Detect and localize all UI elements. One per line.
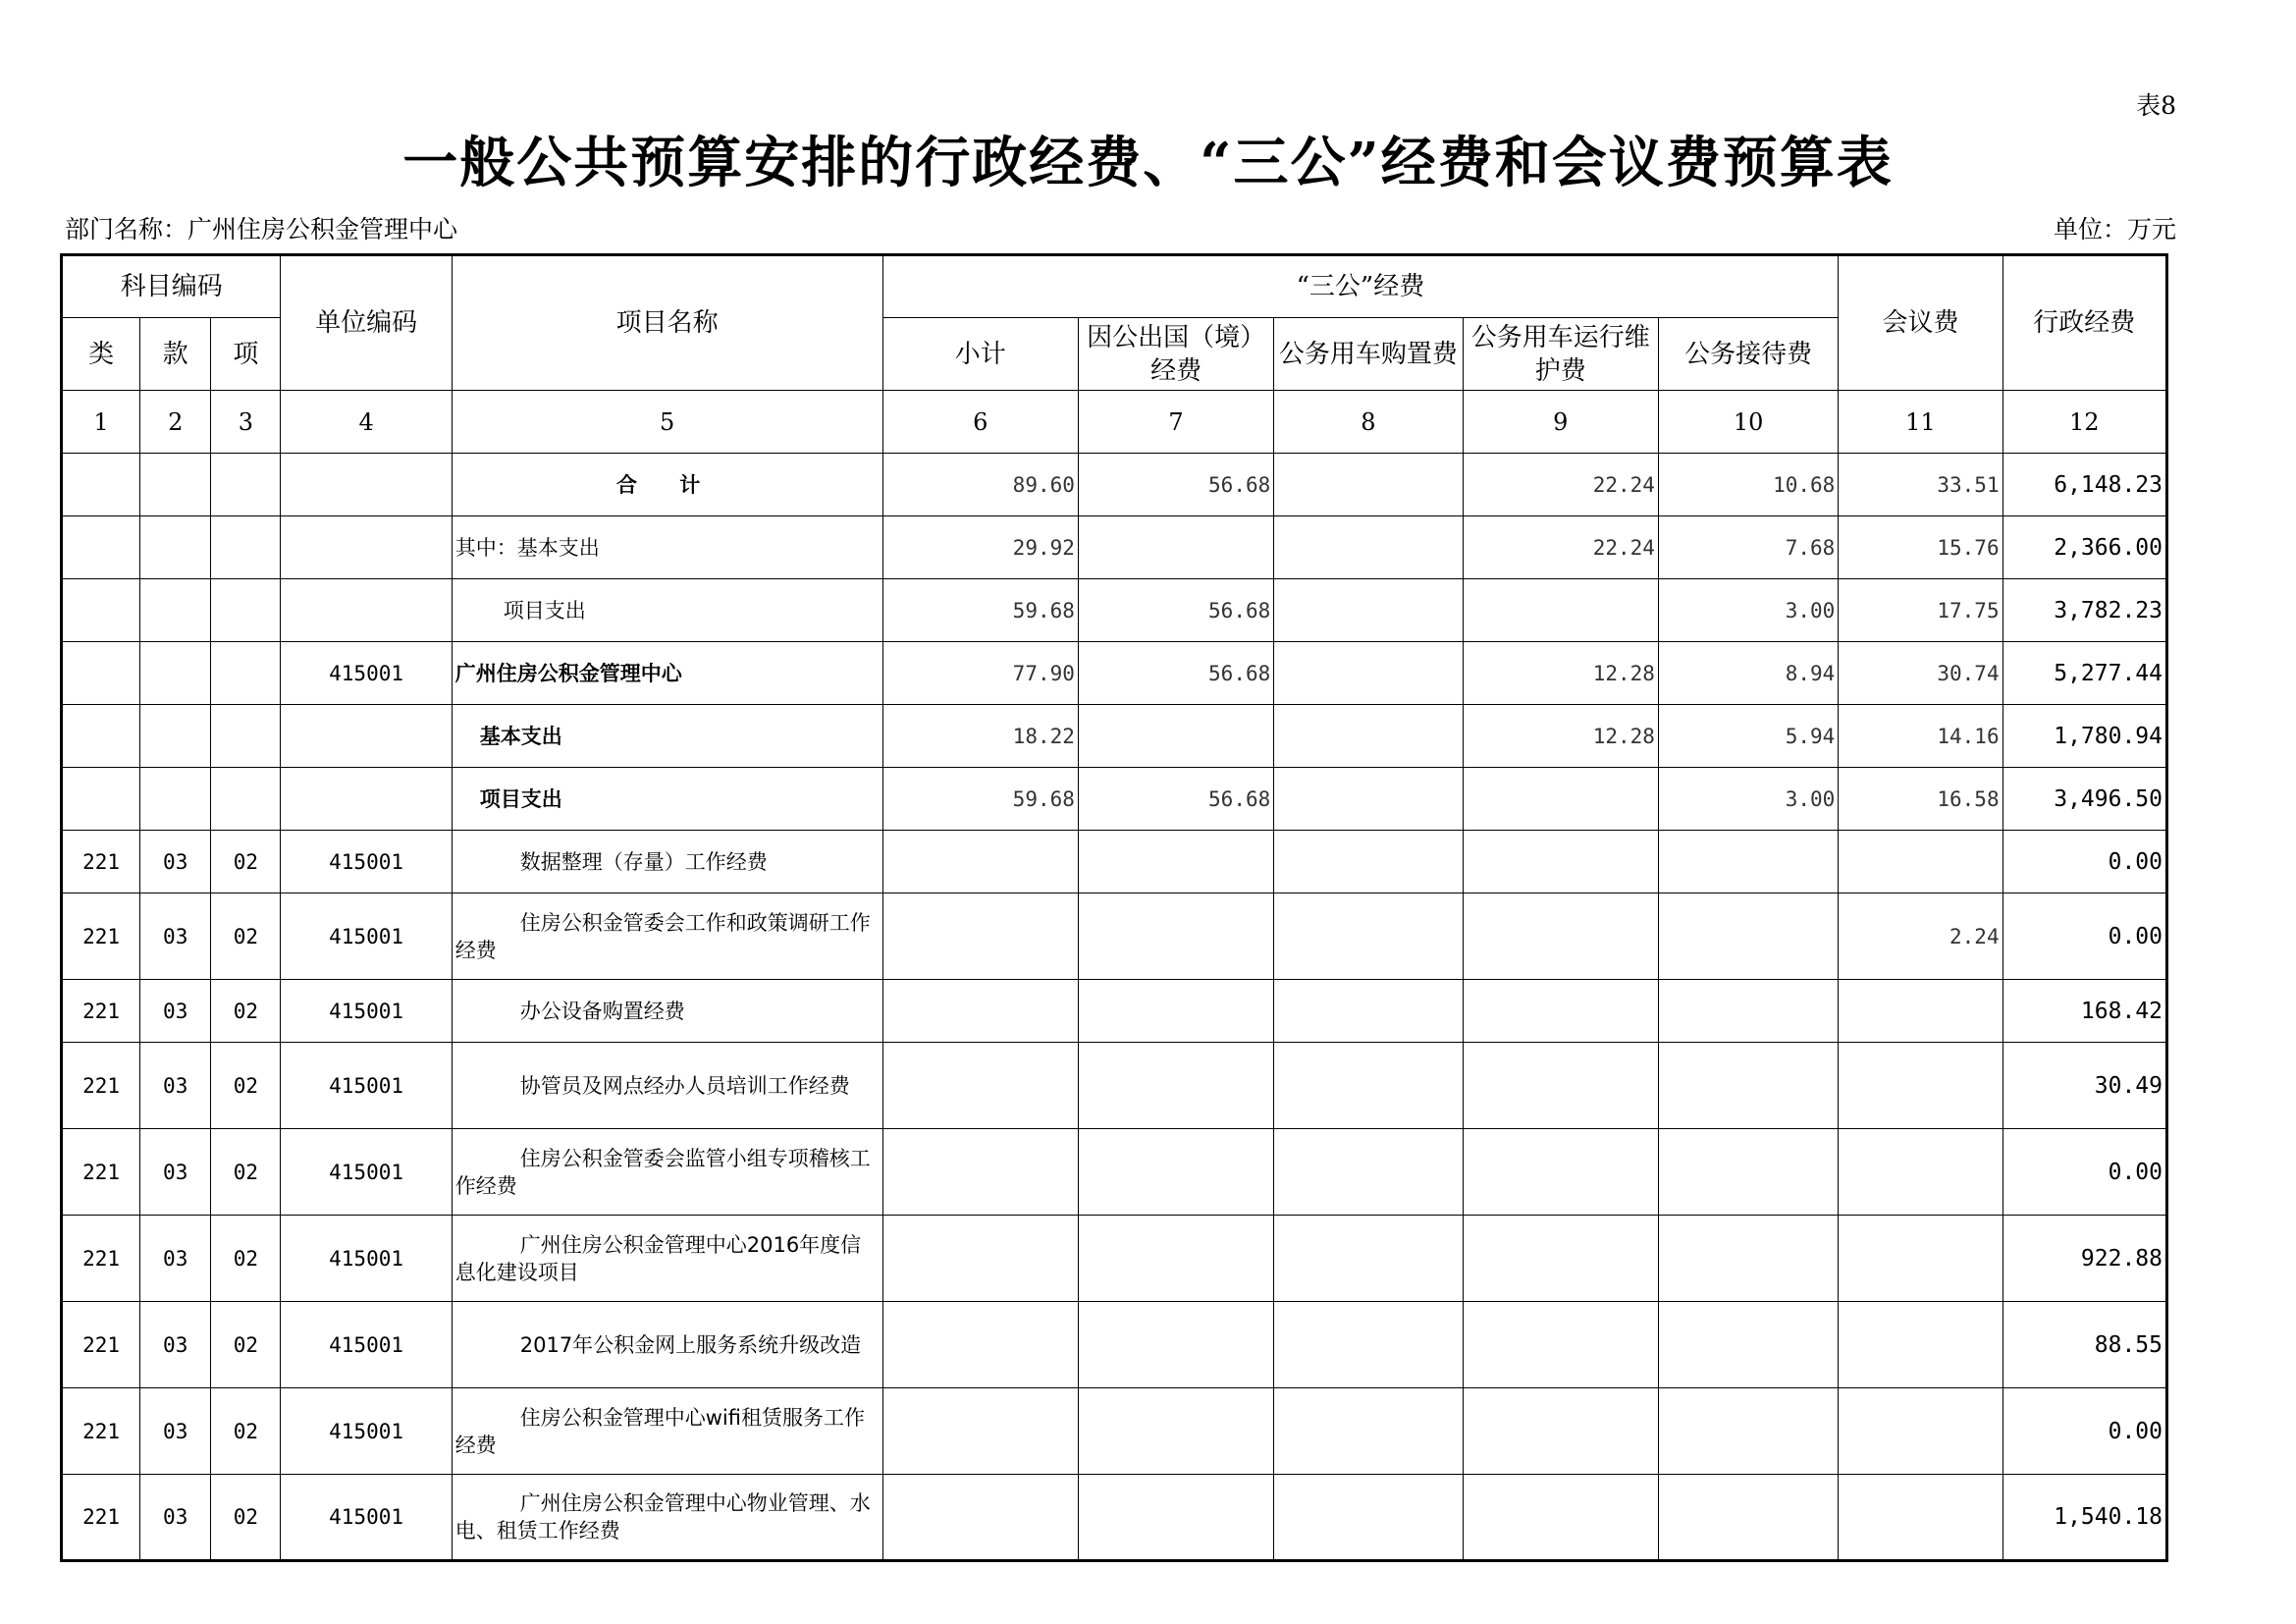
car-buy-cell (1274, 1129, 1463, 1216)
item-name-text: 广州住房公积金管理中心物业管理、水电、租赁工作经费 (454, 1491, 871, 1543)
admin-cell: 6,148.23 (2002, 454, 2166, 516)
kuan-cell: 03 (140, 893, 211, 980)
reception-cell: 3.00 (1658, 579, 1838, 642)
table-row (62, 579, 2167, 642)
item-name-cell: 项目支出 (452, 768, 882, 831)
car-buy-cell (1274, 642, 1463, 705)
xiang-cell (211, 768, 281, 831)
car-run-cell: 12.28 (1463, 642, 1658, 705)
item-name-text: 广州住房公积金管理中心2016年度信息化建设项目 (454, 1232, 862, 1284)
lei-cell: 221 (62, 1475, 140, 1561)
kuan-cell: 03 (140, 1475, 211, 1561)
header-admin: 行政经费 (2002, 255, 2166, 391)
meeting-cell (1839, 1302, 2002, 1388)
header-kuan: 款 (140, 318, 211, 391)
unit-code-cell: 415001 (281, 1043, 452, 1129)
xiang-cell (211, 642, 281, 705)
item-name-text: 数据整理（存量）工作经费 (519, 849, 768, 874)
xiang-cell: 02 (211, 1129, 281, 1216)
abroad-cell (1078, 1302, 1273, 1388)
xiang-cell: 02 (211, 980, 281, 1043)
subtotal-cell: 29.92 (882, 516, 1078, 579)
admin-cell: 0.00 (2002, 1129, 2166, 1216)
kuan-cell (140, 768, 211, 831)
kuan-cell: 03 (140, 1216, 211, 1302)
index-cell: 2 (140, 391, 211, 454)
table-row (62, 1475, 2167, 1561)
meeting-cell: 2.24 (1839, 893, 2002, 980)
lei-cell (62, 642, 140, 705)
lei-cell: 221 (62, 1388, 140, 1475)
car-run-cell (1463, 1388, 1658, 1475)
table-row (62, 1388, 2167, 1475)
xiang-cell (211, 579, 281, 642)
lei-cell: 221 (62, 980, 140, 1043)
item-name-cell (452, 1043, 882, 1129)
car-run-cell (1463, 1129, 1658, 1216)
car-buy-cell (1274, 1302, 1463, 1388)
admin-cell: 0.00 (2002, 831, 2166, 893)
index-cell: 7 (1078, 391, 1273, 454)
abroad-cell (1078, 516, 1273, 579)
xiang-cell: 02 (211, 1388, 281, 1475)
meeting-cell: 33.51 (1839, 454, 2002, 516)
admin-cell: 0.00 (2002, 1388, 2166, 1475)
lei-cell (62, 768, 140, 831)
lei-cell: 221 (62, 1043, 140, 1129)
budget-table (60, 253, 2168, 1562)
index-cell: 10 (1658, 391, 1838, 454)
page-title: 一般公共预算安排的行政经费、“三公”经费和会议费预算表 (402, 131, 1894, 195)
subtotal-cell (882, 1388, 1078, 1475)
reception-cell: 5.94 (1658, 705, 1838, 768)
header-car-run: 公务用车运行维护费 (1463, 318, 1658, 391)
subtotal-cell (882, 1302, 1078, 1388)
table-row (62, 454, 2167, 516)
xiang-cell (211, 705, 281, 768)
subtotal-cell (882, 831, 1078, 893)
index-cell: 9 (1463, 391, 1658, 454)
subtotal-cell: 89.60 (882, 454, 1078, 516)
kuan-cell: 03 (140, 1129, 211, 1216)
kuan-cell: 03 (140, 831, 211, 893)
car-buy-cell (1274, 1043, 1463, 1129)
admin-cell: 88.55 (2002, 1302, 2166, 1388)
unit-code-cell: 415001 (281, 1216, 452, 1302)
table-row (62, 980, 2167, 1043)
kuan-cell (140, 516, 211, 579)
subtotal-cell (882, 980, 1078, 1043)
table-row (62, 516, 2167, 579)
item-name-cell: 合 计 (452, 454, 882, 516)
item-name-text: 2017年公积金网上服务系统升级改造 (519, 1332, 862, 1357)
lei-cell: 221 (62, 1302, 140, 1388)
admin-cell: 168.42 (2002, 980, 2166, 1043)
admin-cell: 0.00 (2002, 893, 2166, 980)
reception-cell (1658, 1216, 1838, 1302)
lei-cell (62, 516, 140, 579)
kuan-cell: 03 (140, 980, 211, 1043)
lei-cell: 221 (62, 831, 140, 893)
abroad-cell: 56.68 (1078, 768, 1273, 831)
reception-cell (1658, 1302, 1838, 1388)
meeting-cell: 15.76 (1839, 516, 2002, 579)
unit-code-cell: 415001 (281, 893, 452, 980)
reception-cell (1658, 893, 1838, 980)
unit-label: 单位：万元 (2053, 215, 2176, 244)
lei-cell (62, 705, 140, 768)
car-run-cell: 12.28 (1463, 705, 1658, 768)
kuan-cell: 03 (140, 1043, 211, 1129)
meeting-cell: 16.58 (1839, 768, 2002, 831)
admin-cell: 1,540.18 (2002, 1475, 2166, 1561)
meeting-cell (1839, 1129, 2002, 1216)
kuan-cell (140, 705, 211, 768)
meeting-cell (1839, 1388, 2002, 1475)
reception-cell (1658, 1129, 1838, 1216)
car-run-cell (1463, 1216, 1658, 1302)
subtotal-cell (882, 1129, 1078, 1216)
car-run-cell (1463, 1302, 1658, 1388)
table-row (62, 705, 2167, 768)
meeting-cell: 17.75 (1839, 579, 2002, 642)
abroad-cell (1078, 980, 1273, 1043)
car-run-cell: 22.24 (1463, 516, 1658, 579)
header-sangong: “三公”经费 (882, 255, 1839, 318)
unit-code-cell: 415001 (281, 1302, 452, 1388)
subtotal-cell (882, 1475, 1078, 1561)
item-name-cell: 其中：基本支出 (452, 516, 882, 579)
reception-cell (1658, 1475, 1838, 1561)
meeting-cell (1839, 1475, 2002, 1561)
subtotal-cell (882, 893, 1078, 980)
car-buy-cell (1274, 1216, 1463, 1302)
reception-cell (1658, 1388, 1838, 1475)
abroad-cell (1078, 1043, 1273, 1129)
table-row (62, 831, 2167, 893)
unit-code-cell (281, 454, 452, 516)
car-buy-cell (1274, 768, 1463, 831)
index-cell: 12 (2002, 391, 2166, 454)
header-item-name: 项目名称 (452, 255, 882, 391)
subtotal-cell (882, 1216, 1078, 1302)
header-abroad: 因公出国（境）经费 (1078, 318, 1273, 391)
abroad-cell (1078, 1475, 1273, 1561)
unit-code-cell (281, 516, 452, 579)
car-run-cell (1463, 1475, 1658, 1561)
table-row (62, 768, 2167, 831)
admin-cell: 3,782.23 (2002, 579, 2166, 642)
index-cell: 4 (281, 391, 452, 454)
car-run-cell (1463, 579, 1658, 642)
table-row (62, 642, 2167, 705)
item-name-cell (452, 1302, 882, 1388)
item-name-cell (452, 1129, 882, 1216)
item-name-text: 住房公积金管委会工作和政策调研工作经费 (454, 910, 871, 962)
subtotal-cell: 77.90 (882, 642, 1078, 705)
index-cell: 6 (882, 391, 1078, 454)
table-row (62, 1216, 2167, 1302)
table-row (62, 1129, 2167, 1216)
item-name-cell: 项目支出 (452, 579, 882, 642)
abroad-cell (1078, 705, 1273, 768)
header-meeting: 会议费 (1839, 255, 2002, 391)
department-name: 部门名称：广州住房公积金管理中心 (65, 215, 458, 244)
meeting-cell (1839, 980, 2002, 1043)
lei-cell (62, 454, 140, 516)
subtotal-cell: 18.22 (882, 705, 1078, 768)
item-name-cell (452, 831, 882, 893)
subtotal-cell: 59.68 (882, 768, 1078, 831)
car-buy-cell (1274, 454, 1463, 516)
header-lei: 类 (62, 318, 140, 391)
table-number: 表8 (2136, 91, 2176, 120)
item-name-cell: 广州住房公积金管理中心 (452, 642, 882, 705)
unit-code-cell (281, 768, 452, 831)
reception-cell: 10.68 (1658, 454, 1838, 516)
reception-cell (1658, 831, 1838, 893)
header-unit-code: 单位编码 (281, 255, 452, 391)
reception-cell: 7.68 (1658, 516, 1838, 579)
abroad-cell: 56.68 (1078, 579, 1273, 642)
unit-code-cell: 415001 (281, 1129, 452, 1216)
unit-code-cell (281, 705, 452, 768)
kuan-cell (140, 579, 211, 642)
unit-code-cell (281, 579, 452, 642)
admin-cell: 5,277.44 (2002, 642, 2166, 705)
table-row (62, 1043, 2167, 1129)
subtotal-cell (882, 1043, 1078, 1129)
lei-cell: 221 (62, 893, 140, 980)
header-xiang: 项 (211, 318, 281, 391)
kuan-cell (140, 454, 211, 516)
car-buy-cell (1274, 1475, 1463, 1561)
lei-cell: 221 (62, 1129, 140, 1216)
xiang-cell: 02 (211, 1043, 281, 1129)
car-buy-cell (1274, 980, 1463, 1043)
car-run-cell: 22.24 (1463, 454, 1658, 516)
unit-code-cell: 415001 (281, 1388, 452, 1475)
lei-cell: 221 (62, 1216, 140, 1302)
item-name-text: 办公设备购置经费 (519, 999, 685, 1023)
item-name-cell (452, 893, 882, 980)
abroad-cell (1078, 1216, 1273, 1302)
item-name-cell: 基本支出 (452, 705, 882, 768)
item-name-text: 住房公积金管理中心wifi租赁服务工作经费 (454, 1405, 865, 1457)
reception-cell: 3.00 (1658, 768, 1838, 831)
index-row (62, 391, 2167, 454)
car-run-cell (1463, 768, 1658, 831)
unit-code-cell: 415001 (281, 1475, 452, 1561)
meeting-cell (1839, 1043, 2002, 1129)
index-cell: 3 (211, 391, 281, 454)
car-buy-cell (1274, 831, 1463, 893)
xiang-cell: 02 (211, 1475, 281, 1561)
xiang-cell: 02 (211, 893, 281, 980)
admin-cell: 1,780.94 (2002, 705, 2166, 768)
meeting-cell (1839, 1216, 2002, 1302)
table-row (62, 1302, 2167, 1388)
unit-code-cell: 415001 (281, 642, 452, 705)
unit-code-cell: 415001 (281, 980, 452, 1043)
car-buy-cell (1274, 1388, 1463, 1475)
abroad-cell (1078, 893, 1273, 980)
reception-cell: 8.94 (1658, 642, 1838, 705)
abroad-cell (1078, 1388, 1273, 1475)
item-name-text: 住房公积金管委会监管小组专项稽核工作经费 (454, 1146, 871, 1198)
reception-cell (1658, 1043, 1838, 1129)
index-cell: 5 (452, 391, 882, 454)
meeting-cell: 14.16 (1839, 705, 2002, 768)
index-cell: 11 (1839, 391, 2002, 454)
header-subtotal: 小计 (882, 318, 1078, 391)
xiang-cell (211, 516, 281, 579)
xiang-cell: 02 (211, 831, 281, 893)
item-name-cell (452, 980, 882, 1043)
kuan-cell: 03 (140, 1302, 211, 1388)
admin-cell: 30.49 (2002, 1043, 2166, 1129)
kuan-cell (140, 642, 211, 705)
abroad-cell: 56.68 (1078, 454, 1273, 516)
item-name-text: 协管员及网点经办人员培训工作经费 (519, 1073, 850, 1098)
unit-code-cell: 415001 (281, 831, 452, 893)
meeting-cell: 30.74 (1839, 642, 2002, 705)
car-buy-cell (1274, 893, 1463, 980)
item-name-cell (452, 1475, 882, 1561)
car-run-cell (1463, 831, 1658, 893)
car-run-cell (1463, 980, 1658, 1043)
xiang-cell (211, 454, 281, 516)
admin-cell: 2,366.00 (2002, 516, 2166, 579)
subtotal-cell: 59.68 (882, 579, 1078, 642)
car-buy-cell (1274, 516, 1463, 579)
header-reception: 公务接待费 (1658, 318, 1838, 391)
car-run-cell (1463, 893, 1658, 980)
xiang-cell: 02 (211, 1216, 281, 1302)
index-cell: 8 (1274, 391, 1463, 454)
car-run-cell (1463, 1043, 1658, 1129)
table-row (62, 893, 2167, 980)
item-name-cell (452, 1388, 882, 1475)
abroad-cell (1078, 831, 1273, 893)
xiang-cell: 02 (211, 1302, 281, 1388)
header-car-buy: 公务用车购置费 (1274, 318, 1463, 391)
meeting-cell (1839, 831, 2002, 893)
reception-cell (1658, 980, 1838, 1043)
admin-cell: 922.88 (2002, 1216, 2166, 1302)
kuan-cell: 03 (140, 1388, 211, 1475)
lei-cell (62, 579, 140, 642)
item-name-cell (452, 1216, 882, 1302)
abroad-cell: 56.68 (1078, 642, 1273, 705)
index-cell: 1 (62, 391, 140, 454)
abroad-cell (1078, 1129, 1273, 1216)
car-buy-cell (1274, 705, 1463, 768)
car-buy-cell (1274, 579, 1463, 642)
admin-cell: 3,496.50 (2002, 768, 2166, 831)
header-subject-code: 科目编码 (62, 255, 281, 318)
